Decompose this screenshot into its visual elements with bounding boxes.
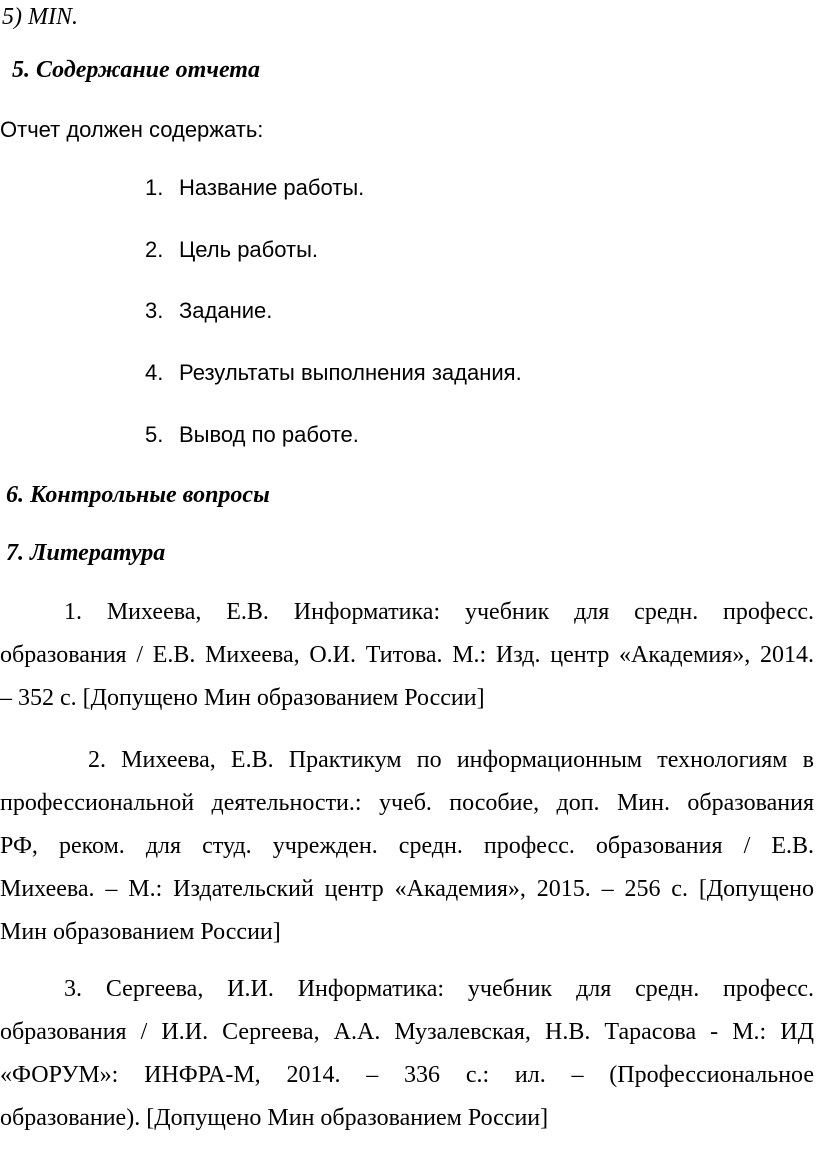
report-item-text: Задание.	[179, 298, 273, 323]
reference-1-line-1: 1. Михеева, Е.В. Информатика: учебник для средн. професс.	[64, 599, 814, 625]
reference-1-line-2: образования / Е.В. Михеева, О.И. Титова. М.: Изд. центр «Академия», 2014.	[0, 642, 814, 668]
report-item-3	[145, 296, 272, 326]
section-5-heading: 5. Содержание отчета	[12, 57, 260, 83]
report-item-text: Цель работы.	[179, 237, 319, 262]
report-item-number: 2.	[145, 237, 164, 262]
report-item-1	[145, 173, 364, 203]
reference-2-line-5: Мин образованием России]	[0, 919, 281, 945]
top-list-item: 5) MIN.	[2, 4, 78, 30]
reference-3-line-1: 3. Сергеева, И.И. Информатика: учебник для средн. професс.	[64, 976, 814, 1002]
section-6-heading: 6. Контрольные вопросы	[6, 482, 270, 508]
reference-2-line-3: РФ, реком. для студ. учрежден. средн. професс. образования / Е.В.	[0, 833, 814, 859]
report-item-text: Название работы.	[179, 175, 365, 200]
reference-2-line-1: 2. Михеева, Е.В. Практикум по информационным технологиям в	[88, 747, 814, 773]
reference-3-line-4: образование). [Допущено Мин образованием России]	[0, 1105, 549, 1131]
report-item-number: 4.	[145, 360, 164, 385]
reference-2-line-2: профессиональной деятельности.: учеб. пособие, доп. Мин. образования	[0, 790, 814, 816]
section-7-heading: 7. Литература	[6, 540, 166, 566]
report-intro: Отчет должен содержать:	[0, 117, 264, 142]
reference-3-line-2: образования / И.И. Сергеева, А.А. Музалевская, Н.В. Тарасова - М.: ИД	[0, 1019, 814, 1045]
report-item-number: 5.	[145, 422, 164, 447]
report-item-4	[145, 358, 522, 388]
reference-3-line-3: «ФОРУМ»: ИНФРА-М, 2014. – 336 с.: ил. – (Профессиональное	[0, 1062, 814, 1088]
report-item-text: Вывод по работе.	[179, 422, 359, 447]
report-item-number: 1.	[145, 175, 164, 200]
reference-2-line-4: Михеева. – М.: Издательский центр «Академия», 2015. – 256 с. [Допущено	[0, 876, 814, 902]
report-item-number: 3.	[145, 298, 164, 323]
report-item-2	[145, 235, 318, 265]
report-item-5	[145, 420, 359, 450]
report-item-text: Результаты выполнения задания.	[179, 360, 522, 385]
reference-1-line-3: – 352 с. [Допущено Мин образованием России]	[0, 685, 485, 711]
